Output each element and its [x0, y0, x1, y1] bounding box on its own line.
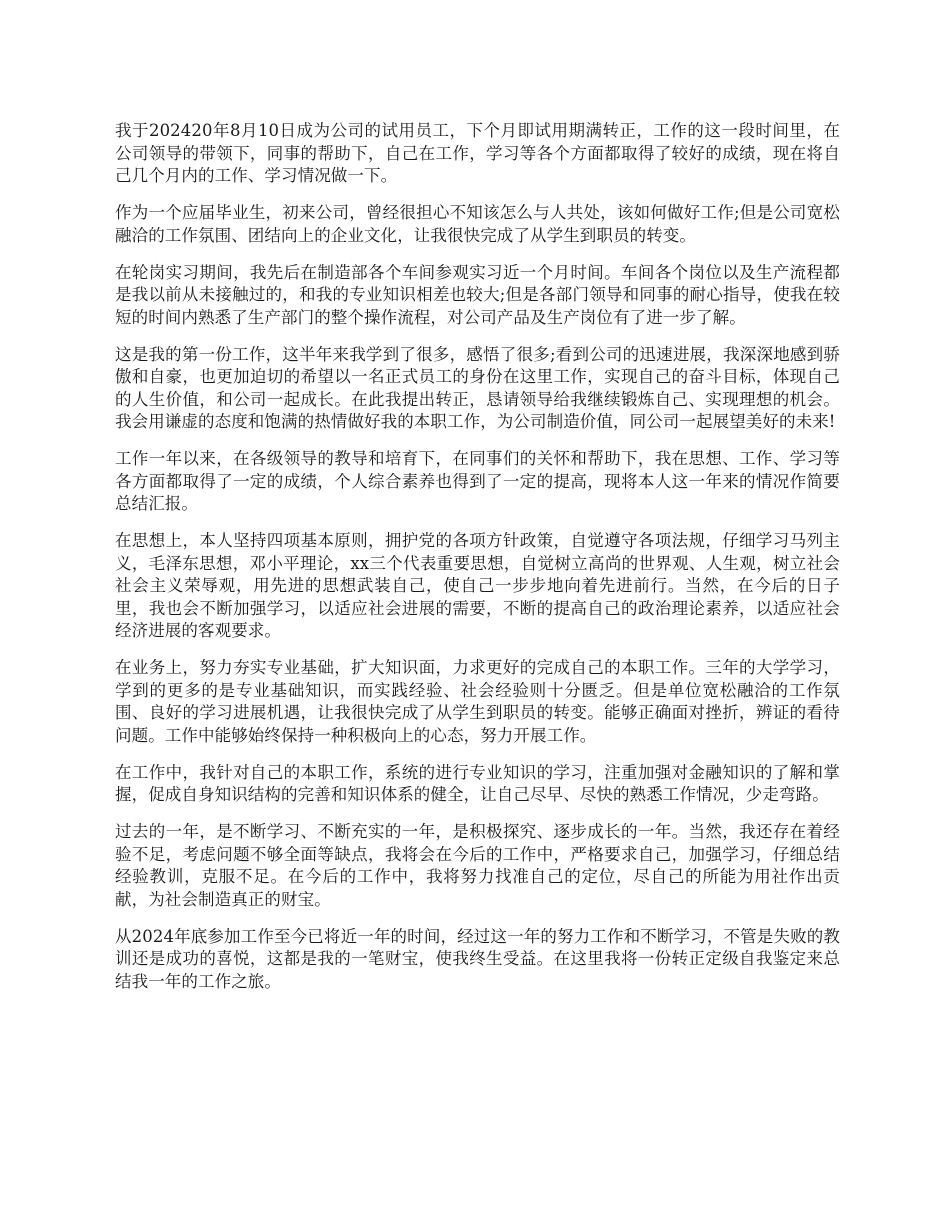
paragraph: 作为一个应届毕业生，初来公司，曾经很担心不知该怎么与人共处，该如何做好工作;但是公司宽松融洽的工作氛围、团结向上的企业文化，让我很快完成了从学生到职员的转变。 — [115, 203, 840, 245]
paragraph: 在工作中，我针对自己的本职工作，系统的进行专业知识的学习，注重加强对金融知识的了解和掌握，促成自身知识结构的完善和知识体系的健全，让自己尽早、尽快的熟悉工作情况，少走弯路。 — [115, 762, 840, 804]
paragraph: 在轮岗实习期间，我先后在制造部各个车间参观实习近一个月时间。车间各个岗位以及生产流程都是我以前从未接触过的，和我的专业知识相差也较大;但是各部门领导和同事的耐心指导，使我在较短的时间内熟悉了生产部门的整个操作流程，对公司产品及生产岗位有了进一步了解。 — [115, 262, 840, 327]
paragraph: 从2024年底参加工作至今已将近一年的时间，经过这一年的努力工作和不断学习，不管是失败的教训还是成功的喜悦，这都是我的一笔财宝，使我终生受益。在这里我将一份转正定级自我鉴定来总结我一年的工作之旅。 — [115, 926, 840, 991]
paragraph: 过去的一年，是不断学习、不断充实的一年，是积极探究、逐步成长的一年。当然，我还存在着经验不足，考虑问题不够全面等缺点，我将会在今后的工作中，严格要求自己，加强学习，仔细总结经验教训，克服不足。在今后的工作中，我将努力找准自己的定位，尽自己的所能为用社作出贡献，为社会制造真正的财宝。 — [115, 822, 840, 909]
paragraph: 这是我的第一份工作，这半年来我学到了很多，感悟了很多;看到公司的迅速进展，我深深地感到骄傲和自豪，也更加迫切的希望以一名正式员工的身份在这里工作，实现自己的奋斗目标，体现自己的人生价值，和公司一起成长。在此我提出转正，恳请领导给我继续锻炼自己、实现理想的机会。我会用谦虚的态度和饱满的热情做好我的本职工作，为公司制造价值，同公司一起展望美好的未来! — [115, 344, 840, 431]
paragraph: 在思想上，本人坚持四项基本原则，拥护党的各项方针政策，自觉遵守各项法规，仔细学习马列主义，毛泽东思想，邓小平理论，xx三个代表重要思想，自觉树立高尚的世界观、人生观，树立社会社会主义荣辱观，用先进的思想武装自己，使自己一步步地向着先进前行。当然，在今后的日子里，我也会不断加强学习，以适应社会进展的需要，不断的提高自己的政治理论素养，以适应社会经济进展的客观要求。 — [115, 531, 840, 640]
document-page — [115, 120, 840, 1008]
paragraph: 在业务上，努力夯实专业基础，扩大知识面，力求更好的完成自己的本职工作。三年的大学学习，学到的更多的是专业基础知识，而实践经验、社会经验则十分匮乏。但是单位宽松融洽的工作氛围、良好的学习进展机遇，让我很快完成了从学生到职员的转变。能够正确面对挫折，辨证的看待问题。工作中能够始终保持一种积极向上的心态，努力开展工作。 — [115, 658, 840, 745]
paragraph: 工作一年以来，在各级领导的教导和培育下，在同事们的关怀和帮助下，我在思想、工作、学习等各方面都取得了一定的成绩，个人综合素养也得到了一定的提高，现将本人这一年来的情况作简要总结汇报。 — [115, 449, 840, 513]
paragraph: 我于202420年8月10日成为公司的试用员工，下个月即试用期满转正，工作的这一段时间里，在公司领导的带领下，同事的帮助下，自己在工作，学习等各个方面都取得了较好的成绩，现在将自己几个月内的工作、学习情况做一下。 — [115, 121, 840, 185]
